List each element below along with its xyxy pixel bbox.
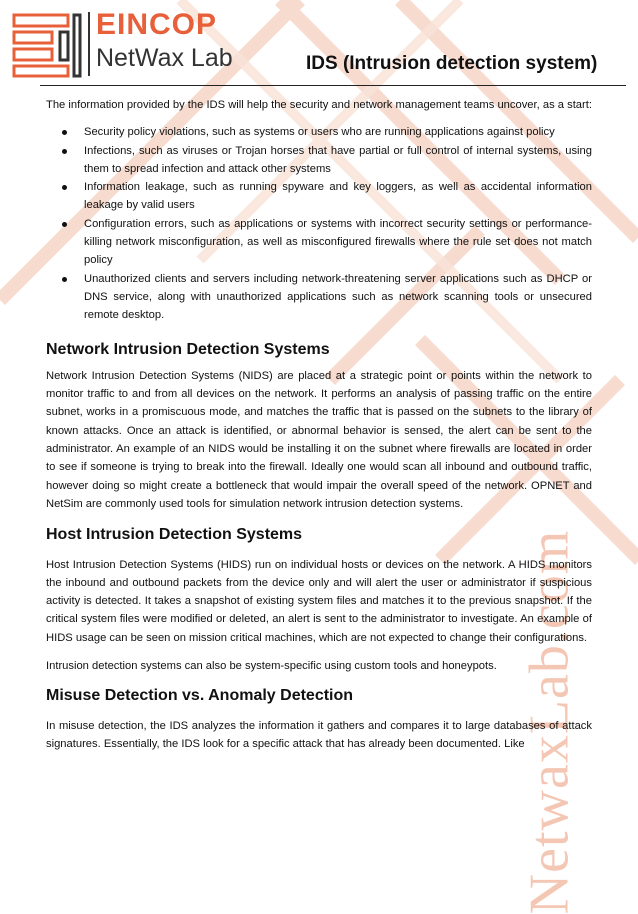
list-item: Infections, such as viruses or Trojan horses that have partial or full control of internal systems, using them to spread infection and attack other systems bbox=[84, 142, 592, 179]
intro-paragraph: The information provided by the IDS will help the security and network management teams uncover, as a start: bbox=[46, 99, 592, 111]
brand-subtitle: NetWax Lab bbox=[96, 44, 233, 72]
section-heading-hids: Host Intrusion Detection Systems bbox=[46, 526, 303, 544]
document-header bbox=[0, 0, 638, 90]
header-divider bbox=[40, 85, 626, 86]
document-body bbox=[46, 96, 592, 753]
list-item: Configuration errors, such as applications or systems with incorrect security settings or performance-killing network misconfiguration, as well as misconfigured firewalls where the rule set does not match policy bbox=[84, 215, 592, 270]
nids-paragraph: Network Intrusion Detection Systems (NIDS) are placed at a strategic point or points within the network to monitor traffic to and from all devices on the network. It performs an analysis of passing traffic on the entire subnet, works in a promiscuous mode, and matches the traffic that is passed on the subnets to the library of known attacks. Once an attack is identified, or abnormal behavior is sensed, the alert can be sent to the administrator. An example of an NIDS would be installing it on the subnet where firewalls are located in order to see if someone is trying to break into the firewall. Ideally one would scan all inbound and outbound traffic, however doing so might create a bottleneck that would impair the overall speed of the network. OPNET and NetSim are commonly used tools for simulation network intrusion detection systems. bbox=[46, 369, 592, 510]
page-title: IDS (Intrusion detection system) bbox=[306, 53, 598, 74]
section-heading-misuse: Misuse Detection vs. Anomaly Detection bbox=[46, 687, 354, 705]
list-item: Security policy violations, such as systems or users who are running applications against policy bbox=[84, 123, 592, 141]
watermark-text: NetwaxLab.com bbox=[518, 529, 581, 914]
list-item: Information leakage, such as running spyware and key loggers, as well as accidental information leakage by valid users bbox=[84, 178, 592, 215]
eincop-logo-icon bbox=[12, 12, 82, 78]
section-heading-nids: Network Intrusion Detection Systems bbox=[46, 340, 330, 358]
hids-extra-paragraph: Intrusion detection systems can also be system-specific using custom tools and honeypots. bbox=[46, 660, 497, 673]
misuse-paragraph: In misuse detection, the IDS analyzes the information it gathers and compares it to large databases of attack signatures. Essentially, the IDS look for a specific attack that has already been documented. Like bbox=[46, 719, 592, 750]
bullet-list bbox=[46, 123, 592, 324]
brand-name: EINCOP bbox=[96, 8, 218, 41]
list-item: Unauthorized clients and servers including network-threatening server applications such as DHCP or DNS service, along with unauthorized applications such as network scanning tools or unsecured remote desktop. bbox=[84, 270, 592, 325]
logo-separator bbox=[88, 12, 90, 76]
hids-paragraph: Host Intrusion Detection Systems (HIDS) run on individual hosts or devices on the network. A HIDS monitors the inbound and outbound packets from the device only and will alert the user or administrator if suspicious activity is detected. It takes a snapshot of existing system files and matches it to the previous snapshot. If the critical system files were modified or deleted, an alert is sent to the administrator to investigate. An example of HIDS usage can be seen on mission critical machines, which are not expected to change their configurations. bbox=[46, 558, 592, 644]
